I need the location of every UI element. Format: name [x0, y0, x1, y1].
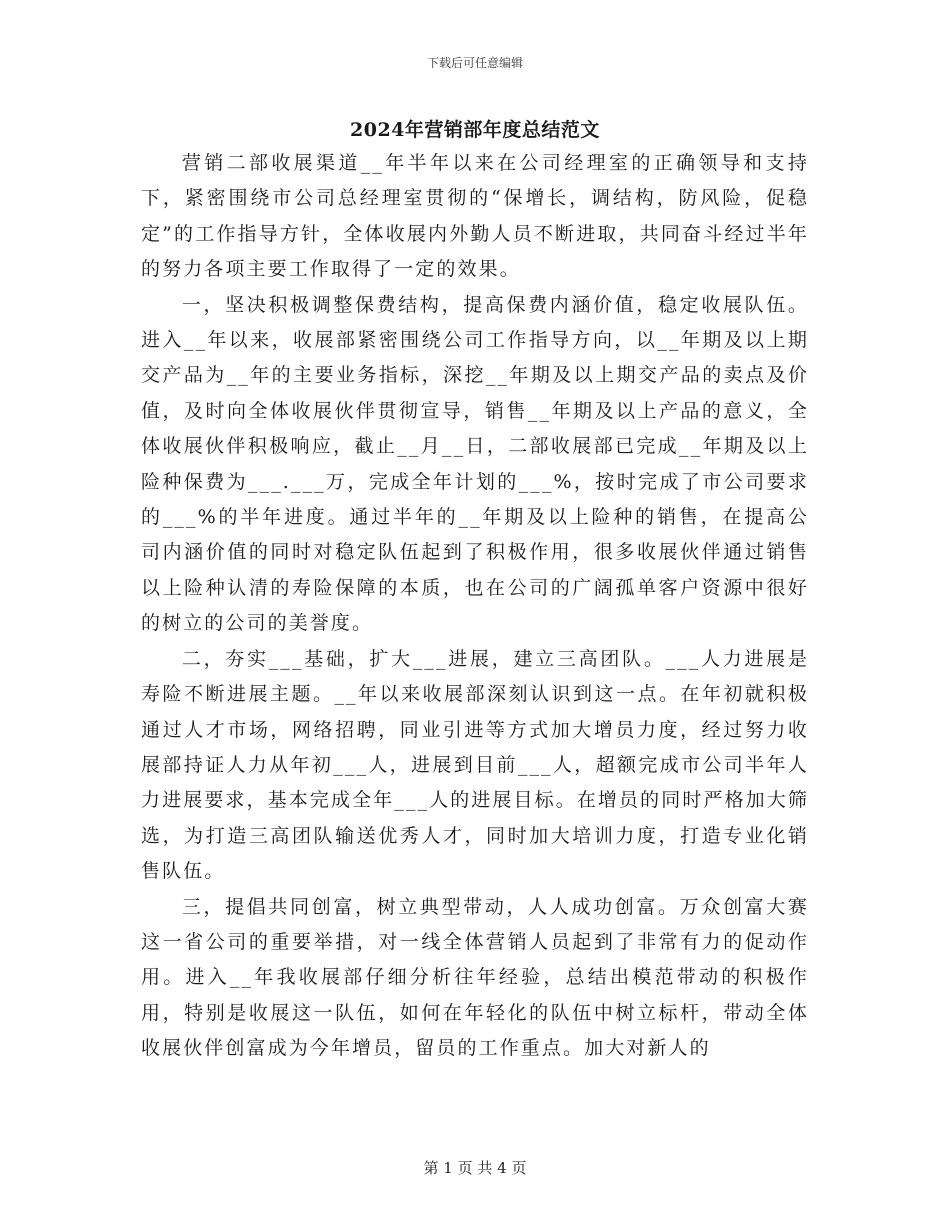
- paragraph-intro: 营销二部收展渠道__年半年以来在公司经理室的正确领导和支持下，紧密围绕市公司总经理室贯彻的“保增长，调结构，防风险，促稳定”的工作指导方针，全体收展内外勤人员不断进取，共同奋斗经过半年的努力各项主要工作取得了一定的效果。: [141, 152, 809, 281]
- paragraph-section-1: 一，坚决积极调整保费结构，提高保费内涵价值，稳定收展队伍。进入__年以来，收展部紧密围绕公司工作指导方向，以__年期及以上期交产品为__年的主要业务指标，深挖__年期及以上期交产品的卖点及价值，及时向全体收展伙伴贯彻宣导，销售__年期及以上产品的意义，全体收展伙伴积极响应，截止__月__日，二部收展部已完成__年期及以上险种保费为___.___万，完成全年计划的___%，按时完成了市公司要求的___%的半年进度。通过半年的__年期及以上险种的销售，在提高公司内涵价值的同时对稳定队伍起到了积极作用，很多收展伙伴通过销售以上险种认清的寿险保障的本质，也在公司的广阔孤单客户资源中很好的树立的公司的美誉度。: [141, 293, 809, 635]
- page-footer: 第 1 页 共 4 页: [423, 1159, 527, 1177]
- paragraph-section-3: 三，提倡共同创富，树立典型带动，人人成功创富。万众创富大赛这一省公司的重要举措，对一线全体营销人员起到了非常有力的促动作用。进入__年我收展部仔细分析往年经验，总结出模范带动的积极作用，特别是收展这一队伍，如何在年轻化的队伍中树立标杆，带动全体收展伙伴创富成为今年增员，留员的工作重点。加大对新人的: [141, 895, 809, 1060]
- document-title: 2024年营销部年度总结范文: [350, 119, 600, 141]
- page-header: 下载后可任意编辑: [426, 56, 523, 70]
- document-body: [141, 146, 809, 1067]
- paragraph-section-2: 二，夯实___基础，扩大___进展，建立三高团队。___人力进展是寿险不断进展主题。__年以来收展部深刻认识到这一点。在年初就积极通过人才市场，网络招聘，同业引进等方式加大增员力度，经过努力收展部持证人力从年初___人，进展到目前___人，超额完成市公司半年人力进展要求，基本完成全年___人的进展目标。在增员的同时严格加大筛选，为打造三高团队输送优秀人才，同时加大培训力度，打造专业化销售队伍。: [141, 647, 809, 883]
